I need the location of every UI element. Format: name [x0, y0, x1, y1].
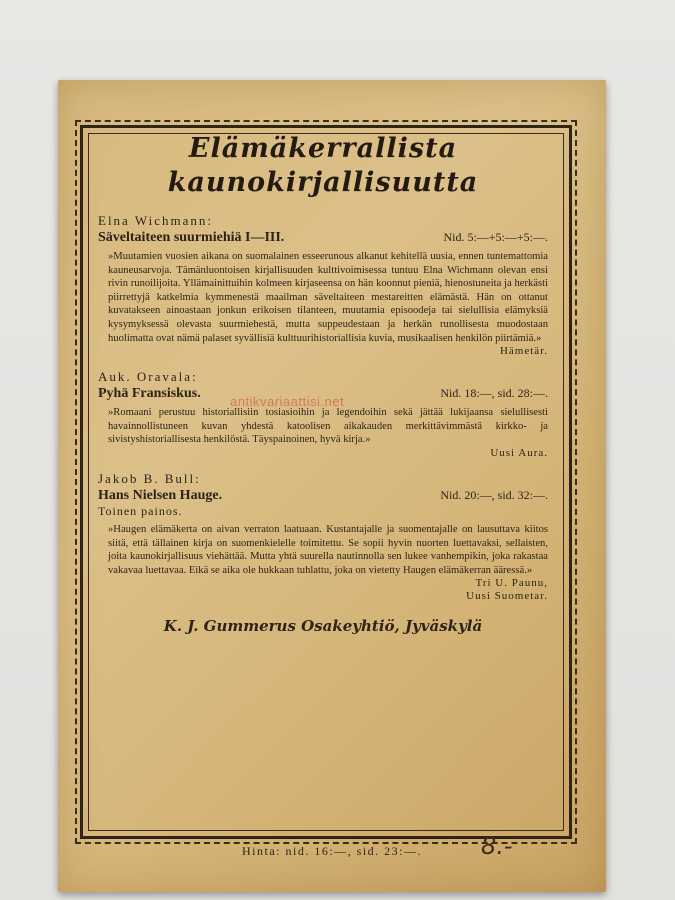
entry-source-author: Tri U. Paunu,: [475, 577, 548, 590]
entry-author: Auk. Oravala:: [98, 369, 198, 385]
page-heading: [98, 132, 548, 200]
entry-price: Nid. 20:—, sid. 32:—.: [440, 487, 548, 502]
cover-content: [98, 132, 548, 635]
price-footer: Hinta: nid. 16:—, sid. 23:—.: [242, 844, 422, 858]
entry-edition-note: Toinen painos.: [98, 503, 183, 518]
heading-line-1: Elämäkerrallista: [188, 133, 458, 164]
booklet-back-cover: [58, 80, 606, 892]
publisher-name: K. J. Gummerus Osakeyhtiö, Jyväskylä: [163, 617, 483, 636]
entry-author: Jakob B. Bull:: [98, 470, 201, 486]
entry-review: »Haugen elämäkerta on aivan verraton laatuaan. Kustantajalle ja suomentajalle on lausuttava kiitos siitä, että tällainen kirja on suomenkielelle toimitettu. Se sopii hyvin nuorten luettavaksi, sellaisten, joita kaunokirjallisuus viehättää. Mutta yhtä suurella nautinnolla sen lukee vanhempikin, joka rakastaa vakavaa luettavaa. Eikä se aika ole hukkaan tuhlattu, joka on vietetty Haugen elämäkerran ääressä.»: [108, 523, 548, 576]
entry-author: Elna Wichmann:: [98, 213, 213, 228]
entry-source: Hämetär.: [499, 345, 548, 358]
entry-price: Nid. 18:—, sid. 28:—.: [440, 386, 548, 401]
entry-review: »Muutamien vuosien aikana on suomalainen esseerunous alkanut kehitellä uusia, ennen tuntemattomia kauneusarvoja. Tämänluontoisen kirjallisuuden kulttivoimisessa tuntuu Elna Wichmann olevan ensi rivin runoilijoita. Yllämainittuihin kolmeen kirjaseensa on hän koonnut pieniä, hienostuneita ja herkästi piirrettyjä katkelmia kymmenestä maailman säveltaiteen mestareitten elämästä. Hän on ottanut kuvatakseen ainoastaan jonkun erikoisen tilanteen, muutamia episoodeja tai sielullisia elämyksiä kysymyksessä olevasta suurmiehestä, mutta suppeudestaan ja herkän runollisesta muodostaan huolimatta ovat nämä palaset syvällisiä kulttuurihistoriallisia kuvia, musikaalisen henkilön piirtämiä.»: [108, 251, 548, 344]
entry-title: Säveltaiteen suurmiehiä I—III.: [98, 230, 285, 245]
entry-source: Uusi Aura.: [490, 446, 548, 459]
entry-price: Nid. 5:—+5:—+5:—.: [443, 230, 548, 244]
entry-title: Pyhä Fransiskus.: [98, 386, 201, 402]
entry-title-row: [98, 229, 548, 246]
book-entry: [98, 470, 548, 603]
entry-review: »Romaani perustuu historiallisiin tosiasioihin ja legendoihin sekä jättää lukijaansa sielullisesti havainnollistuneen kuvan yhdestä katoolisen aikakauden merkittävimmästä kirkko- ja sivistyshistoriallisesta henkilöstä. Täyspainoinen, hyvä kirja.»: [108, 407, 548, 446]
heading-line-2: kaunokirjallisuutta: [167, 167, 479, 198]
handwritten-price-mark: 8.-: [481, 832, 513, 860]
book-entry: [98, 368, 548, 460]
book-entry: [98, 212, 548, 358]
entry-source: Uusi Suometar.: [466, 590, 548, 603]
watermark: antikvariaattisi.net: [230, 394, 345, 409]
entry-title: Hans Nielsen Hauge.: [98, 487, 223, 503]
entry-title-row: [98, 487, 548, 504]
